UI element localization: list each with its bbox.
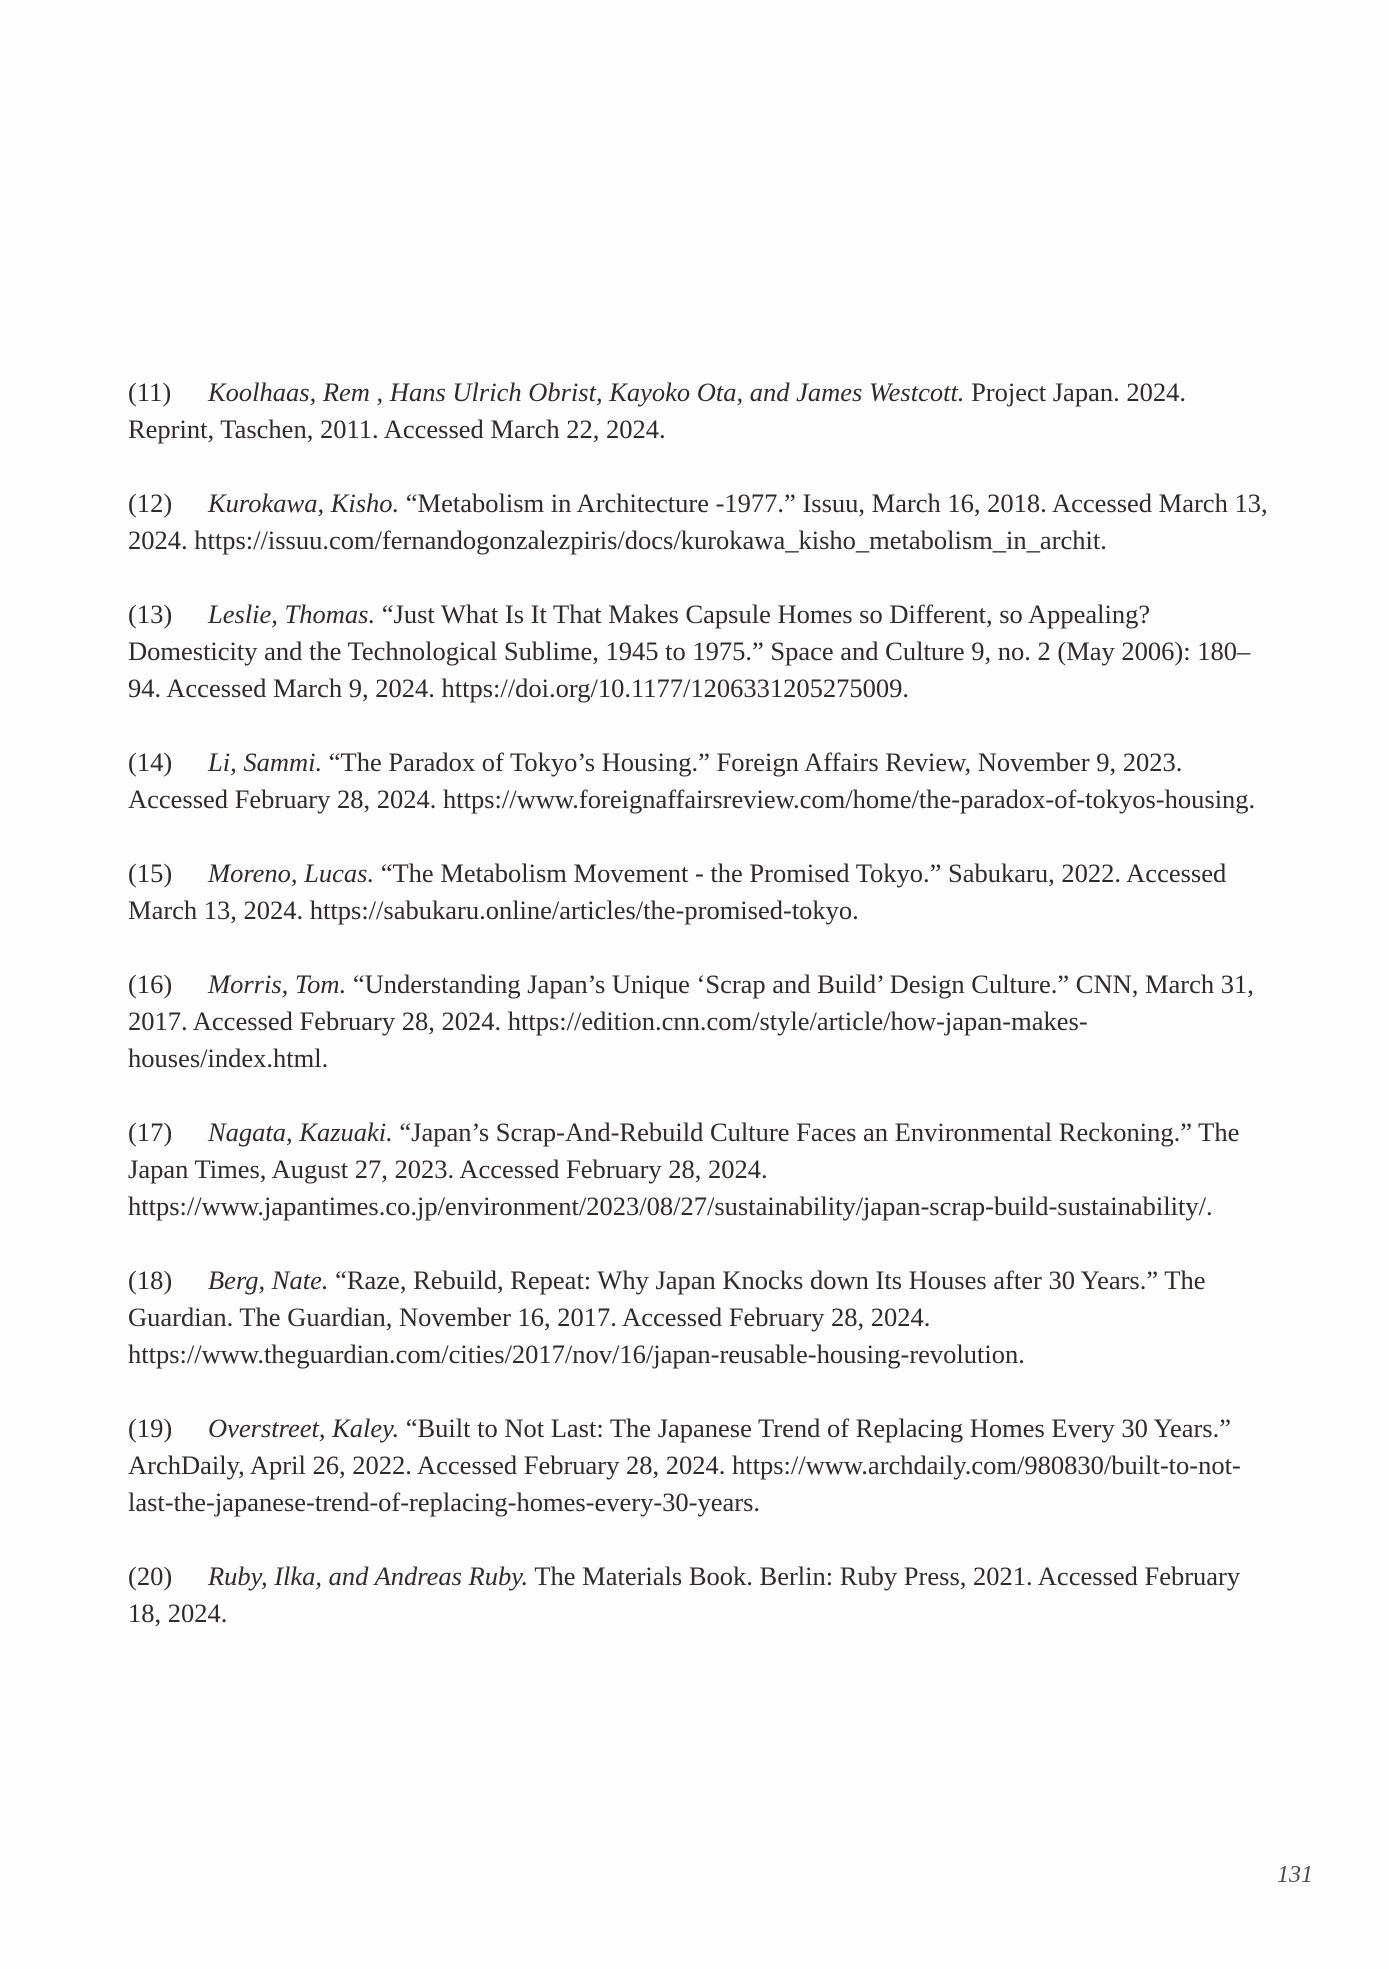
reference-authors: Li, Sammi. xyxy=(208,747,323,777)
reference-number: (20) xyxy=(128,1561,173,1591)
reference-authors: Nagata, Kazuaki. xyxy=(208,1117,393,1147)
reference-authors: Berg, Nate. xyxy=(208,1265,329,1295)
reference-authors: Moreno, Lucas. xyxy=(208,858,375,888)
reference-entry xyxy=(128,744,1268,818)
page-number: 131 xyxy=(1277,1862,1313,1888)
reference-number: (17) xyxy=(128,1117,173,1147)
reference-authors: Morris, Tom. xyxy=(208,969,347,999)
reference-text: “Raze, Rebuild, Repeat: Why Japan Knocks down Its Houses after 30 Years.” The Guardian. The Guardian, November 16, 2017. Accessed February 28, 2024. https://www.theguardian.com/cities/2017/nov/16/japan-reusable-housing-revolution. xyxy=(128,1265,1206,1369)
reference-text: “Built to Not Last: The Japanese Trend of Replacing Homes Every 30 Years.” ArchDaily, April 26, 2022. Accessed February 28, 2024. https://www.archdaily.com/980830/built-to-not-last-the-japanese-trend-of-replacing-homes-every-30-years. xyxy=(128,1413,1241,1517)
reference-text: “Metabolism in Architecture -1977.” Issuu, March 16, 2018. Accessed March 13, 2024. https://issuu.com/fernandogonzalezpiris/docs/kurokawa_kisho_metabolism_in_archit. xyxy=(128,488,1268,555)
reference-entry xyxy=(128,1262,1268,1373)
reference-text: “Understanding Japan’s Unique ‘Scrap and Build’ Design Culture.” CNN, March 31, 2017. Accessed February 28, 2024. https://edition.cnn.com/style/article/how-japan-makes-houses/index.html. xyxy=(128,969,1254,1073)
reference-entry xyxy=(128,485,1268,559)
reference-number: (18) xyxy=(128,1265,173,1295)
reference-entry xyxy=(128,855,1268,929)
reference-entry xyxy=(128,596,1268,707)
reference-text: The Materials Book. Berlin: Ruby Press, 2021. Accessed February 18, 2024. xyxy=(128,1561,1241,1628)
reference-number: (11) xyxy=(128,377,172,407)
reference-text: “Just What Is It That Makes Capsule Homes so Different, so Appealing? Domesticity and the Technological Sublime, 1945 to 1975.” Space and Culture 9, no. 2 (May 2006): 180–94. Accessed March 9, 2024. https://doi.org/10.1177/1206331205275009. xyxy=(128,599,1251,703)
reference-text: “The Metabolism Movement - the Promised Tokyo.” Sabukaru, 2022. Accessed March 13, 2024. https://sabukaru.online/articles/the-promised-tokyo. xyxy=(128,858,1227,925)
reference-authors: Koolhaas, Rem , Hans Ulrich Obrist, Kayoko Ota, and James Westcott. xyxy=(208,377,965,407)
reference-authors: Kurokawa, Kisho. xyxy=(208,488,400,518)
reference-entry xyxy=(128,966,1268,1077)
reference-text: Project Japan. 2024. Reprint, Taschen, 2011. Accessed March 22, 2024. xyxy=(128,377,1186,444)
reference-number: (15) xyxy=(128,858,173,888)
reference-entry xyxy=(128,1114,1268,1225)
reference-number: (19) xyxy=(128,1413,173,1443)
reference-number: (13) xyxy=(128,599,173,629)
reference-text: “Japan’s Scrap-And-Rebuild Culture Faces an Environmental Reckoning.” The Japan Times, August 27, 2023. Accessed February 28, 2024. https://www.japantimes.co.jp/environment/2023/08/27/sustainability/japan-scrap-build-sustainability/. xyxy=(128,1117,1240,1221)
reference-text: “The Paradox of Tokyo’s Housing.” Foreign Affairs Review, November 9, 2023. Accessed February 28, 2024. https://www.foreignaffairsreview.com/home/the-paradox-of-tokyos-housing. xyxy=(128,747,1256,814)
reference-authors: Ruby, Ilka, and Andreas Ruby. xyxy=(208,1561,529,1591)
reference-entry xyxy=(128,1410,1268,1521)
reference-entry xyxy=(128,374,1268,448)
reference-number: (14) xyxy=(128,747,173,777)
reference-authors: Overstreet, Kaley. xyxy=(208,1413,400,1443)
reference-list xyxy=(128,374,1268,1669)
reference-authors: Leslie, Thomas. xyxy=(208,599,376,629)
reference-number: (12) xyxy=(128,488,173,518)
reference-number: (16) xyxy=(128,969,173,999)
reference-entry xyxy=(128,1558,1268,1632)
